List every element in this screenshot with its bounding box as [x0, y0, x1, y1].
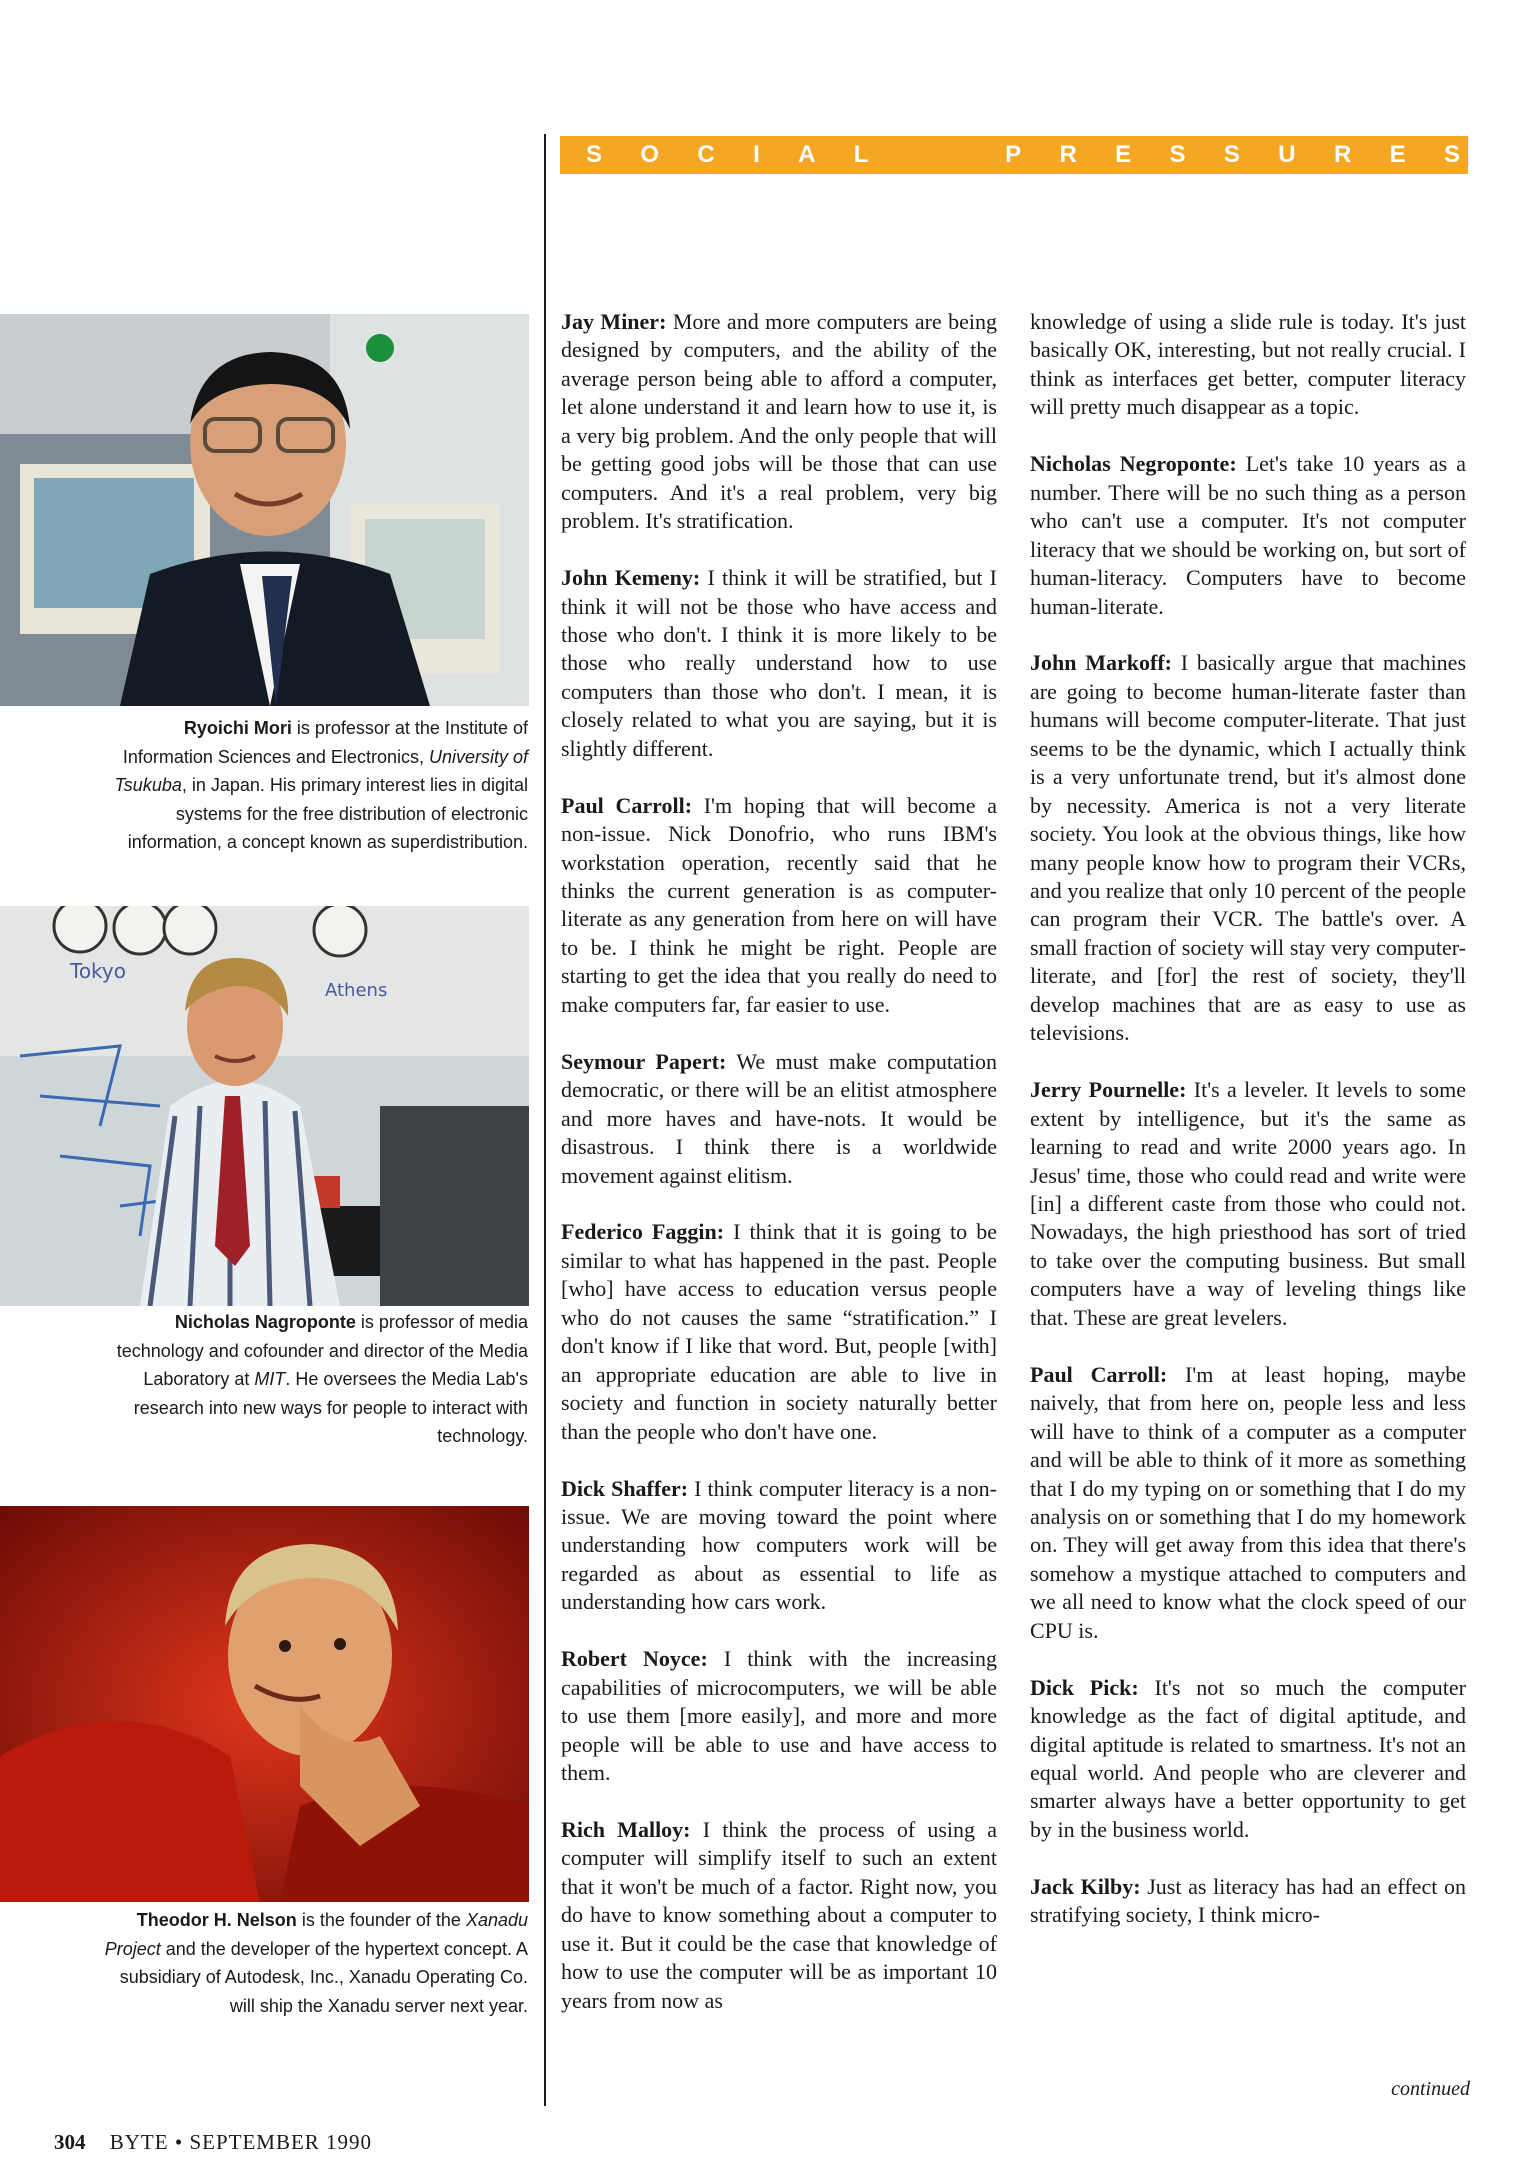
caption-italic: University of Tsukuba: [114, 746, 528, 796]
quote-paragraph: [561, 1816, 997, 2015]
quote-paragraph: [1030, 1361, 1466, 1646]
footer-separator: •: [174, 2130, 184, 2154]
quote-paragraph: [1030, 1873, 1466, 1930]
banner-letter: S: [586, 141, 603, 168]
text-column-right: [1030, 308, 1466, 1958]
quote-text: Let's take 10 years as a number. There will be no such thing as a person who can't use a computer. It's not computer literacy that we should be working on, but sort of human-literacy. Computers have to become human-literate.: [1030, 451, 1466, 619]
caption-name: Nicholas Nagroponte: [174, 1312, 356, 1332]
caption-nicholas-negroponte: [98, 1308, 528, 1451]
quote-text: I think the process of using a computer will simplify itself to such an extent that it won't be much of a factor. Right now, you do have to know something about a computer to use it. But it could be the case that knowledge of how to use the computer will be as important 10 years from now as: [561, 1816, 997, 2013]
quote-paragraph: [1030, 649, 1466, 1047]
banner-letter: L: [853, 141, 869, 168]
speaker-name: Federico Faggin:: [561, 1219, 725, 1245]
quote-text: I think it will be stratified, but I think it will not be those who have access and those who don't. I think it is more likely to be those who really understand how to use computers than those who don't. I mean, it is closely related to what you are saying, but it is slightly different.: [561, 565, 997, 761]
banner-letter: S: [1169, 141, 1186, 168]
speaker-name: Seymour Papert:: [561, 1048, 727, 1074]
banner-letter: O: [640, 141, 660, 168]
quote-paragraph: [561, 564, 997, 763]
speaker-name: Nicholas Negroponte:: [1030, 451, 1237, 477]
speaker-name: Dick Shaffer:: [561, 1475, 689, 1501]
banner-letter: U: [1278, 141, 1296, 168]
quote-text: knowledge of using a slide rule is today. It's just basically OK, interesting, but not really crucial. I think as interfaces get better, computer literacy will pretty much disappear as a topic.: [1030, 309, 1466, 420]
caption-italic: MIT: [254, 1369, 286, 1390]
banner-letter: S: [1223, 141, 1240, 168]
speaker-name: Rich Malloy:: [561, 1816, 691, 1842]
photo-handwriting: Athens: [325, 980, 388, 1001]
caption-name: Ryoichi Mori: [183, 718, 292, 738]
quote-text: Just as literacy has had an effect on stratifying society, I think micro-: [1030, 1873, 1466, 1928]
speaker-name: Paul Carroll:: [561, 792, 693, 818]
caption-text: is the founder of the: [296, 1910, 466, 1930]
column-divider: [544, 134, 546, 2106]
quote-text: We must make computation democratic, or there will be an elitist atmosphere and more haves and have-nots. It would be disastrous. I think there is a worldwide movement against elitism.: [561, 1048, 997, 1188]
photo-theodor-nelson: [0, 1506, 529, 1902]
text-column-left: [561, 308, 997, 2044]
publication-name: BYTE: [109, 2130, 169, 2154]
issue-date: SEPTEMBER 1990: [189, 2130, 373, 2154]
banner-letter: A: [798, 141, 816, 168]
banner-letter: P: [1005, 141, 1022, 168]
quote-text: I'm hoping that will become a non-issue. Nick Donofrio, who runs IBM's workstation operation, recently said that he thinks the current generation is as computer-literate as any generation from here on will have to be. I think he might be right. People are starting to get the idea that you really do need to make computers far, far easier to use.: [561, 792, 998, 1017]
quote-text: More and more computers are being designed by computers, and the ability of the average person being able to afford a computer, let alone understand it and learn how to use it, is a very big problem. And the only people that will be getting good jobs will be those that can use computers. And it's a real problem, very big problem. It's stratification.: [561, 309, 997, 534]
caption-name: Theodor H. Nelson: [136, 1910, 297, 1930]
quote-paragraph: [561, 792, 997, 1020]
quote-paragraph: [561, 308, 997, 536]
banner-letter: S: [1443, 141, 1460, 168]
quote-text: I'm at least hoping, maybe naively, that from here on, people less and less will have to think of a computer as a computer and will be able to think of it more as something that I do my typing on or something that I do my analysis on or something that I do my homework on. They will get away from this idea that there's somehow a mystique attached to computers and we all need to know what the clock speed of our CPU is.: [1030, 1361, 1466, 1643]
caption-text: and the developer of the hypertext concept. A subsidiary of Autodesk, Inc., Xanadu Operating Co. will ship the Xanadu server next year.: [119, 1938, 528, 2016]
speaker-name: Dick Pick:: [1030, 1674, 1139, 1700]
speaker-name: Paul Carroll:: [1030, 1361, 1168, 1387]
speaker-name: Jay Miner:: [561, 309, 667, 334]
page-number: 304: [54, 2130, 86, 2154]
speaker-name: Jack Kilby:: [1030, 1873, 1141, 1899]
speaker-name: Jerry Pournelle:: [1030, 1077, 1187, 1103]
quote-paragraph: [1030, 1674, 1466, 1845]
quote-paragraph: [561, 1475, 997, 1617]
quote-paragraph: [1030, 450, 1466, 621]
quote-paragraph: [561, 1048, 997, 1190]
caption-italic: Xanadu Project: [104, 1910, 528, 1959]
caption-text: , in Japan. His primary interest lies in digital systems for the free distribution of electronic information, a concept known as superdistribution.: [127, 775, 528, 853]
page-footer: [54, 2130, 372, 2155]
photo-ryoichi-mori: [0, 314, 529, 706]
continued-label: continued: [1391, 2078, 1470, 2100]
quote-paragraph: [561, 1645, 997, 1787]
quote-paragraph: [1030, 308, 1466, 422]
banner-letter: I: [753, 141, 760, 168]
quote-text: It's not so much the computer knowledge as the fact of digital aptitude, and digital aptitude is related to smartness. It's not an equal world. And people who are cleverer and smarter always have a better opportunity to get by in the business world.: [1030, 1674, 1466, 1842]
speaker-name: John Kemeny:: [561, 565, 701, 591]
banner-letter: E: [1115, 141, 1132, 168]
quote-paragraph: [1030, 1076, 1466, 1332]
banner-letter: R: [1059, 141, 1077, 168]
quote-text: I think with the increasing capabilities of microcomputers, we will be able to use them [more easily], and more and more people will be able to use and have access to them.: [561, 1646, 997, 1786]
quote-text: It's a leveler. It levels to some extent by intelligence, but it's the same as learning to read and write 2000 years ago. In Jesus' time, those who could read and write were [in] a different caste from those who could not. Nowadays, the high priesthood has sort of tried to take over the computing business. But small computers have a way of leveling things like that. These are great levelers.: [1030, 1077, 1466, 1330]
quote-paragraph: [561, 1218, 997, 1446]
banner-letter: C: [697, 141, 715, 168]
section-banner: [560, 136, 1468, 174]
quote-text: I think that it is going to be similar to what has happened in the past. People [who] have access to education versus people who do not causes the same “stratification.” I don't know if I like that word. But, people [with] an appropriate education are able to live in society and function in society naturally better than the people who don't have one.: [561, 1219, 997, 1444]
speaker-name: John Markoff:: [1030, 650, 1173, 676]
quote-text: I think computer literacy is a non-issue. We are moving toward the point where understanding how computers work will be regarded as about as essential to life as understanding how cars work.: [561, 1475, 997, 1615]
caption-text: . He oversees the Media Lab's research into new ways for people to interact with technology.: [133, 1369, 528, 1447]
photo-nicholas-negroponte: [0, 906, 529, 1306]
caption-text: is professor at the Institute of Information Sciences and Electronics,: [122, 718, 528, 767]
caption-text: is professor of media technology and cofounder and director of the Media Laboratory at: [116, 1312, 528, 1390]
caption-ryoichi-mori: [98, 714, 528, 857]
photo-handwriting: Tokyo: [70, 959, 126, 983]
banner-letter: E: [1389, 141, 1406, 168]
quote-text: I basically argue that machines are going to become human-literate faster than humans will become computer-literate. That just seems to be the dynamic, which I actually think is a very unfortunate trend, but it's almost done by necessity. America is not a very literate society. You look at the obvious things, like how many people know how to program their VCRs, and you realize that only 10 percent of the people can program their VCR. The battle's over. A small fraction of society will stay very computer-literate, and [for] the rest of society, they'll develop machines that are as easy to use as televisions.: [1030, 650, 1467, 1046]
speaker-name: Robert Noyce:: [561, 1646, 708, 1672]
banner-letter: R: [1333, 141, 1352, 168]
caption-theodor-nelson: [98, 1906, 528, 2020]
